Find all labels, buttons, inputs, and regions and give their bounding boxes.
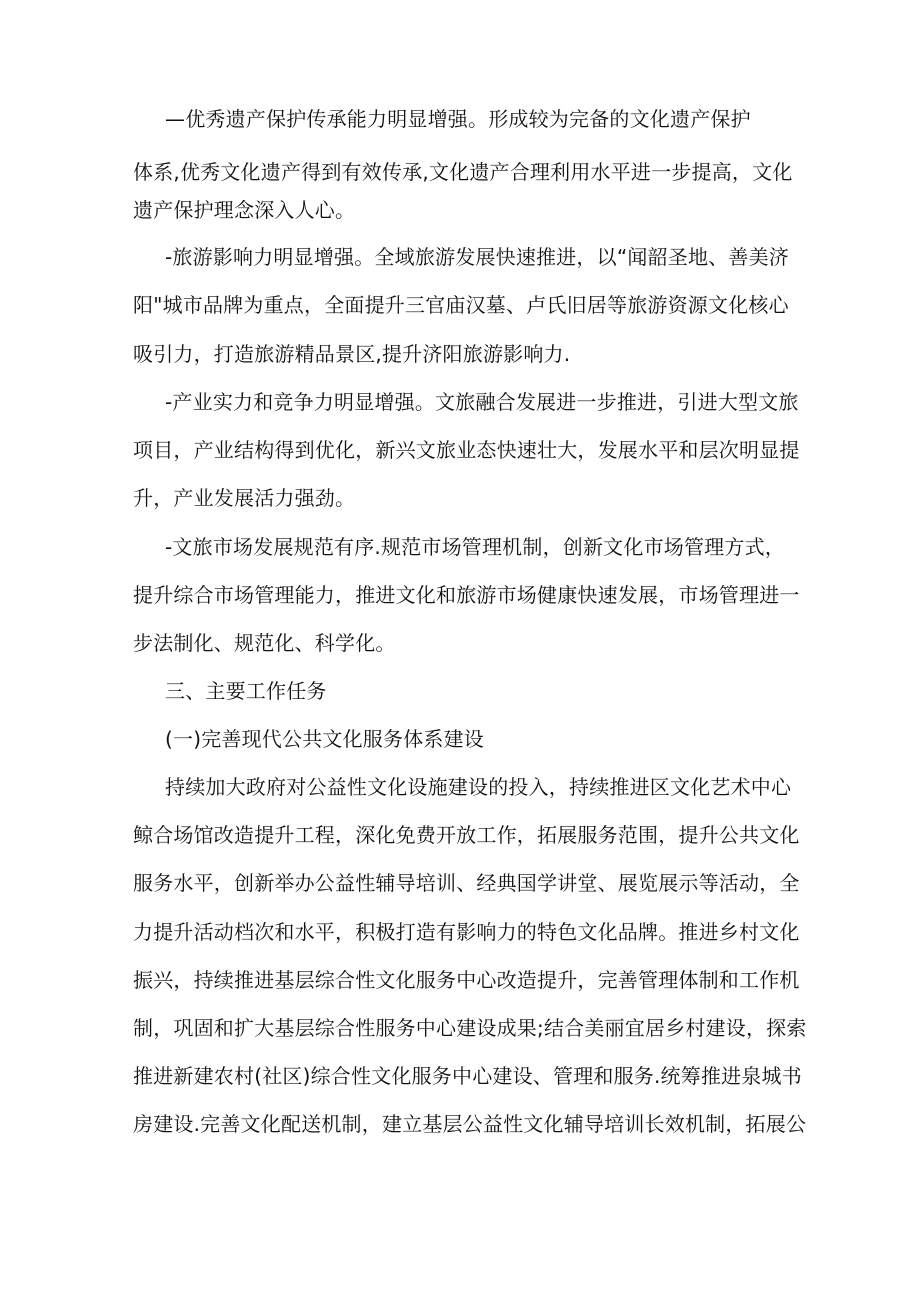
paragraph-heritage-line-1: —优秀遗产保护传承能力明显增强。形成较为完备的文化遗产保护 bbox=[165, 107, 751, 131]
paragraph-tourism-line-2: 阳"城市品牌为重点，全面提升三官庙汉墓、卢氏旧居等旅游资源文化核心 bbox=[133, 293, 789, 317]
paragraph-public-culture-line-5: 振兴，持续推进基层综合性文化服务中心改造提升，完善管理体制和工作机 bbox=[133, 968, 800, 992]
paragraph-market-line-2: 提升综合市场管理能力，推进文化和旅游市场健康快速发展，市场管理进一 bbox=[133, 583, 800, 607]
paragraph-industry-line-3: 升，产业发展活力强劲。 bbox=[133, 486, 356, 510]
paragraph-public-culture-line-8: 房建设.完善文化配送机制，建立基层公益性文化辅导培训长效机制，拓展公 bbox=[133, 1112, 807, 1136]
paragraph-tourism-line-1: -旅游影响力明显增强。全域旅游发展快速推进，以“闻韶圣地、善美济 bbox=[165, 245, 789, 269]
paragraph-tourism-line-3: 吸引力，打造旅游精品景区,提升济阳旅游影响力. bbox=[133, 342, 571, 366]
subsection-heading: (一)完善现代公共文化服务体系建设 bbox=[165, 727, 485, 751]
paragraph-public-culture-line-2: 鲸合场馆改造提升工程，深化免费开放工作，拓展服务范围，提升公共文化 bbox=[133, 823, 800, 847]
paragraph-public-culture-line-3: 服务水平，创新举办公益性辅导培训、经典国学讲堂、展览展示等活动，全 bbox=[133, 871, 800, 895]
paragraph-public-culture-line-6: 制，巩固和扩大基层综合性服务中心建设成果;结合美丽宜居乡村建设，探索 bbox=[133, 1016, 807, 1040]
paragraph-market-line-1: -文旅市场发展规范有序.规范市场管理机制，创新文化市场管理方式， bbox=[165, 535, 785, 559]
section-heading: 三、主要工作任务 bbox=[165, 679, 327, 703]
paragraph-industry-line-1: -产业实力和竞争力明显增强。文旅融合发展进一步推进，引进大型文旅 bbox=[165, 390, 799, 414]
paragraph-industry-line-2: 项目，产业结构得到优化，新兴文旅业态快速壮大，发展水平和层次明显提 bbox=[133, 438, 800, 462]
paragraph-public-culture-line-1: 持续加大政府对公益性文化设施建设的投入，持续推进区文化艺术中心 bbox=[165, 775, 792, 799]
paragraph-public-culture-line-4: 力提升活动档次和水平，积极打造有影响力的特色文化品牌。推进乡村文化 bbox=[133, 920, 800, 944]
paragraph-public-culture-line-7: 推进新建农村(社区)综合性文化服务中心建设、管理和服务.统筹推进泉城书 bbox=[133, 1064, 802, 1088]
paragraph-heritage-line-3: 遗产保护理念深入人心。 bbox=[133, 198, 356, 222]
paragraph-market-line-3: 步法制化、规范化、科学化。 bbox=[133, 631, 396, 655]
paragraph-heritage-line-2: 体系,优秀文化遗产得到有效传承,文化遗产合理利用水平进一步提高，文化 bbox=[133, 160, 793, 184]
